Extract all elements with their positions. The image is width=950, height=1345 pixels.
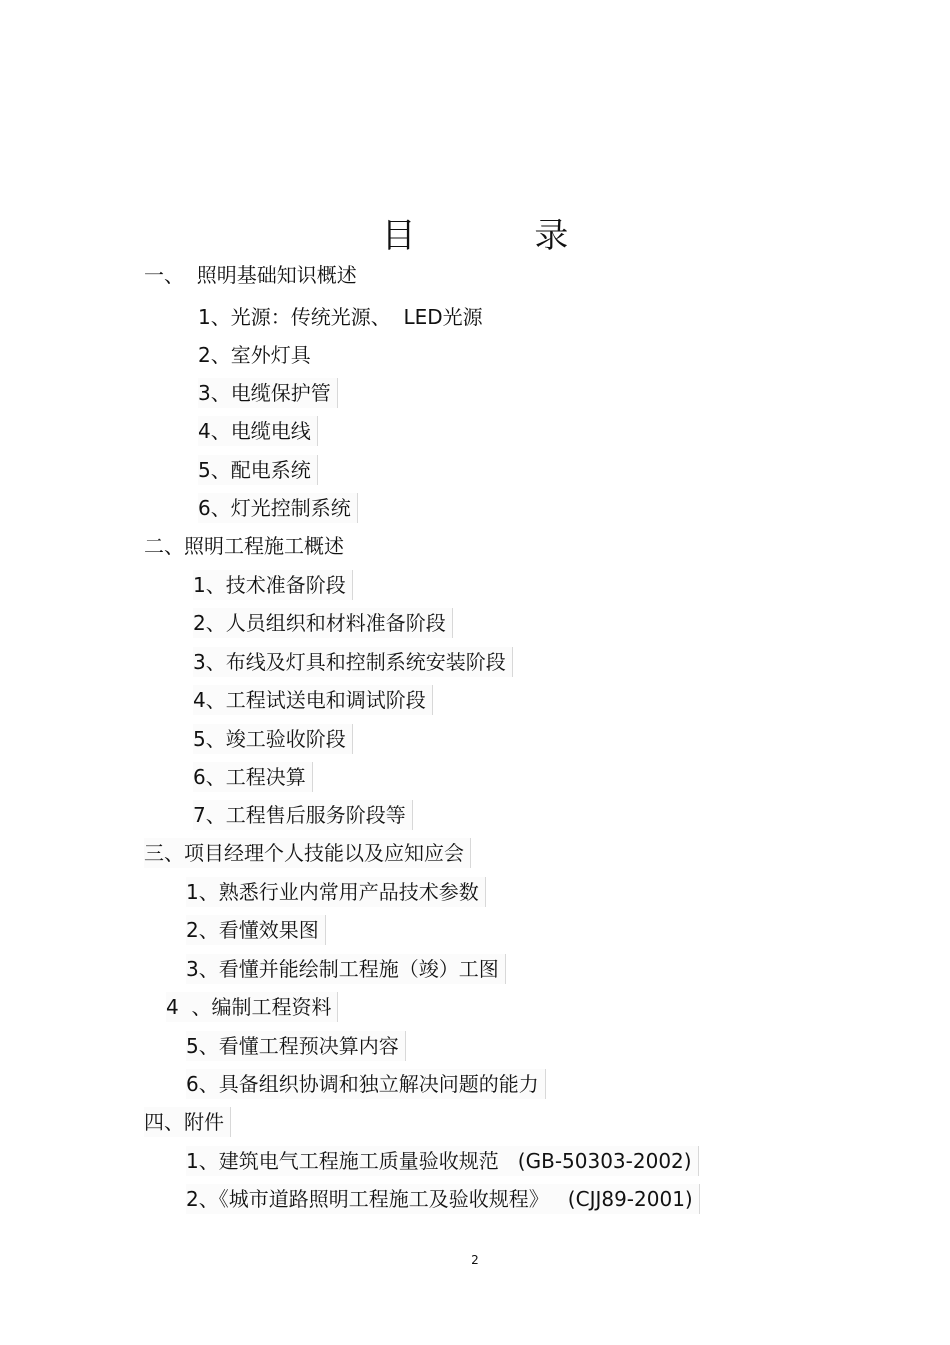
toc-item: 5、看懂工程预决算内容 <box>186 1031 406 1061</box>
toc-item: 4 、编制工程资料 <box>166 992 338 1022</box>
toc-item: 2、《城市道路照明工程施工及验收规程》 (CJJ89-2001) <box>186 1184 700 1214</box>
toc-section-2: 二、照明工程施工概述 <box>144 534 344 558</box>
toc-section-3: 三、项目经理个人技能以及应知应会 <box>144 838 471 868</box>
toc-item: 6、灯光控制系统 <box>198 493 358 523</box>
toc-item: 1、熟悉行业内常用产品技术参数 <box>186 877 486 907</box>
toc-title: 目 录 <box>381 216 623 256</box>
toc-item: 1、建筑电气工程施工质量验收规范 (GB-50303-2002) <box>186 1146 699 1176</box>
toc-item: 4、电缆电线 <box>198 416 318 446</box>
toc-item: 2、看懂效果图 <box>186 915 326 945</box>
toc-item: 1、技术准备阶段 <box>193 570 353 600</box>
page-number: 2 <box>471 1253 479 1267</box>
toc-item: 4、工程试送电和调试阶段 <box>193 685 433 715</box>
toc-section-4: 四、附件 <box>144 1107 231 1137</box>
toc-item: 3、布线及灯具和控制系统安装阶段 <box>193 647 513 677</box>
toc-item: 5、竣工验收阶段 <box>193 724 353 754</box>
toc-item: 2、室外灯具 <box>198 343 311 367</box>
toc-item: 6、具备组织协调和独立解决问题的能力 <box>186 1069 546 1099</box>
toc-item: 5、配电系统 <box>198 455 318 485</box>
toc-item: 7、工程售后服务阶段等 <box>193 800 413 830</box>
toc-item: 6、工程决算 <box>193 762 313 792</box>
toc-item: 1、光源：传统光源、 LED光源 <box>198 305 483 329</box>
toc-item: 3、电缆保护管 <box>198 378 338 408</box>
toc-item: 3、看懂并能绘制工程施（竣）工图 <box>186 954 506 984</box>
toc-item: 2、人员组织和材料准备阶段 <box>193 608 453 638</box>
toc-section-1: 一、 照明基础知识概述 <box>144 263 357 287</box>
